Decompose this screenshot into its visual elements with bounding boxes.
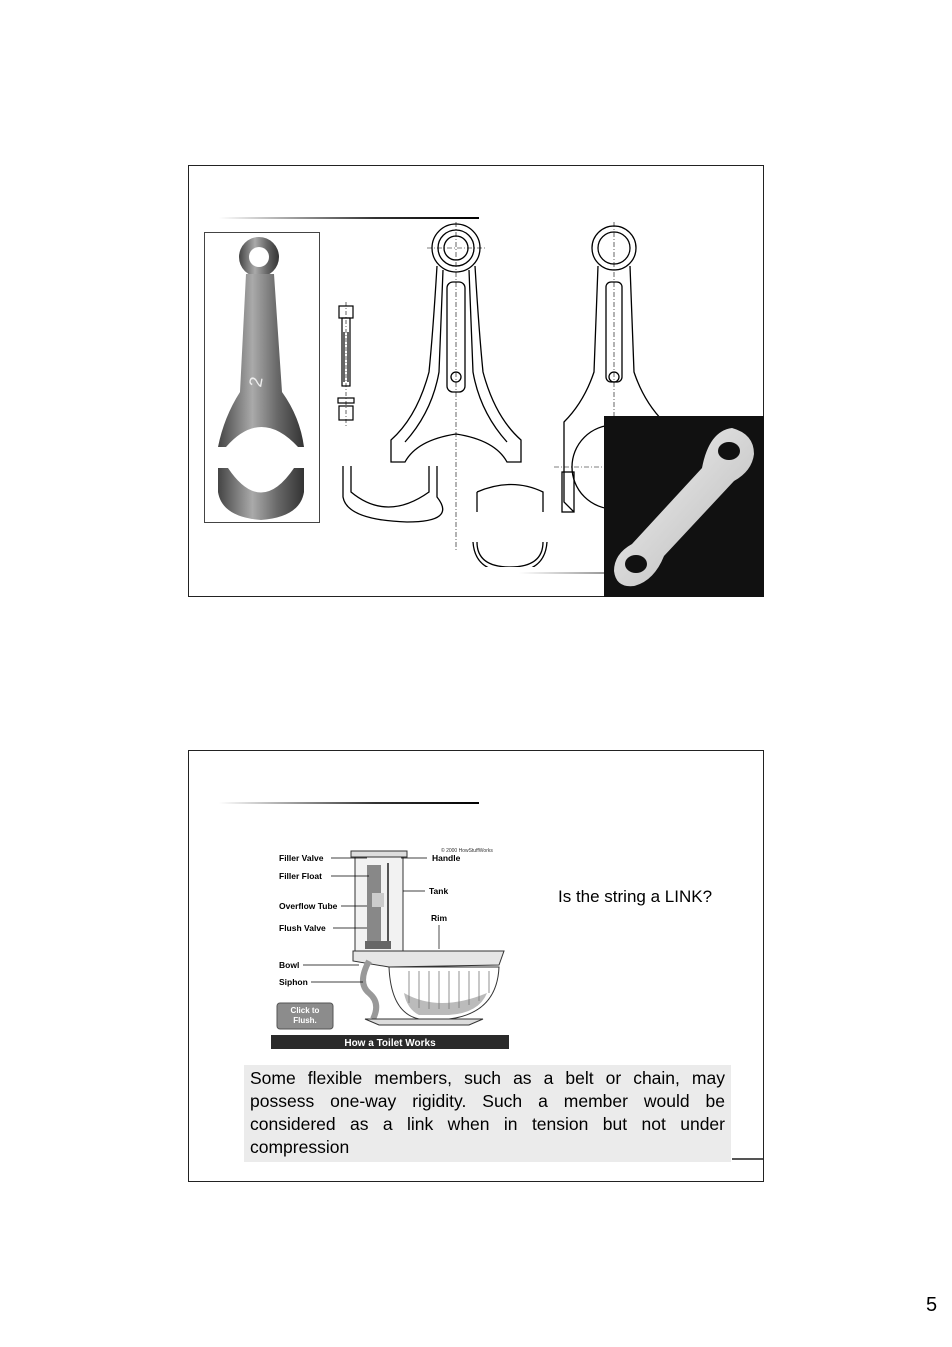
slide-string-link [188,750,764,1182]
bottom-rule [732,1158,763,1160]
connecting-rod-photo [204,232,320,523]
3d-link-render [604,416,764,597]
copyright-text: © 2000 HowStuffWorks [441,848,493,854]
toilet-diagram [269,843,511,1051]
label-overflow-tube: Overflow Tube [279,901,338,911]
label-bowl: Bowl [279,960,300,970]
bottom-rule [519,572,604,574]
note-box: Some flexible members, such as a belt or chain, may possess one-way rigidity. Such a member would be considered as a link when in tension but not under compression [244,1065,731,1162]
label-filler-valve: Filler Valve [279,853,324,863]
button-line-2: Flush. [293,1016,317,1025]
label-flush-valve: Flush Valve [279,923,326,933]
page-number: 5 [926,1294,938,1316]
connecting-rod-drawing [337,222,557,567]
label-rim: Rim [431,913,448,923]
click-to-flush-button[interactable] [277,1003,333,1029]
label-filler-float: Filler Float [279,871,322,881]
title-underline [219,802,479,804]
label-tank: Tank [429,886,449,896]
title-underline [219,217,479,219]
label-siphon: Siphon [279,977,308,987]
label-handle: Handle [432,853,461,863]
question-text: Is the string a LINK? [558,887,713,906]
slide-connecting-rod [188,165,764,597]
button-line-1: Click to [290,1006,320,1015]
svg-text:2: 2 [245,375,267,389]
diagram-caption: How a Toilet Works [344,1038,436,1049]
